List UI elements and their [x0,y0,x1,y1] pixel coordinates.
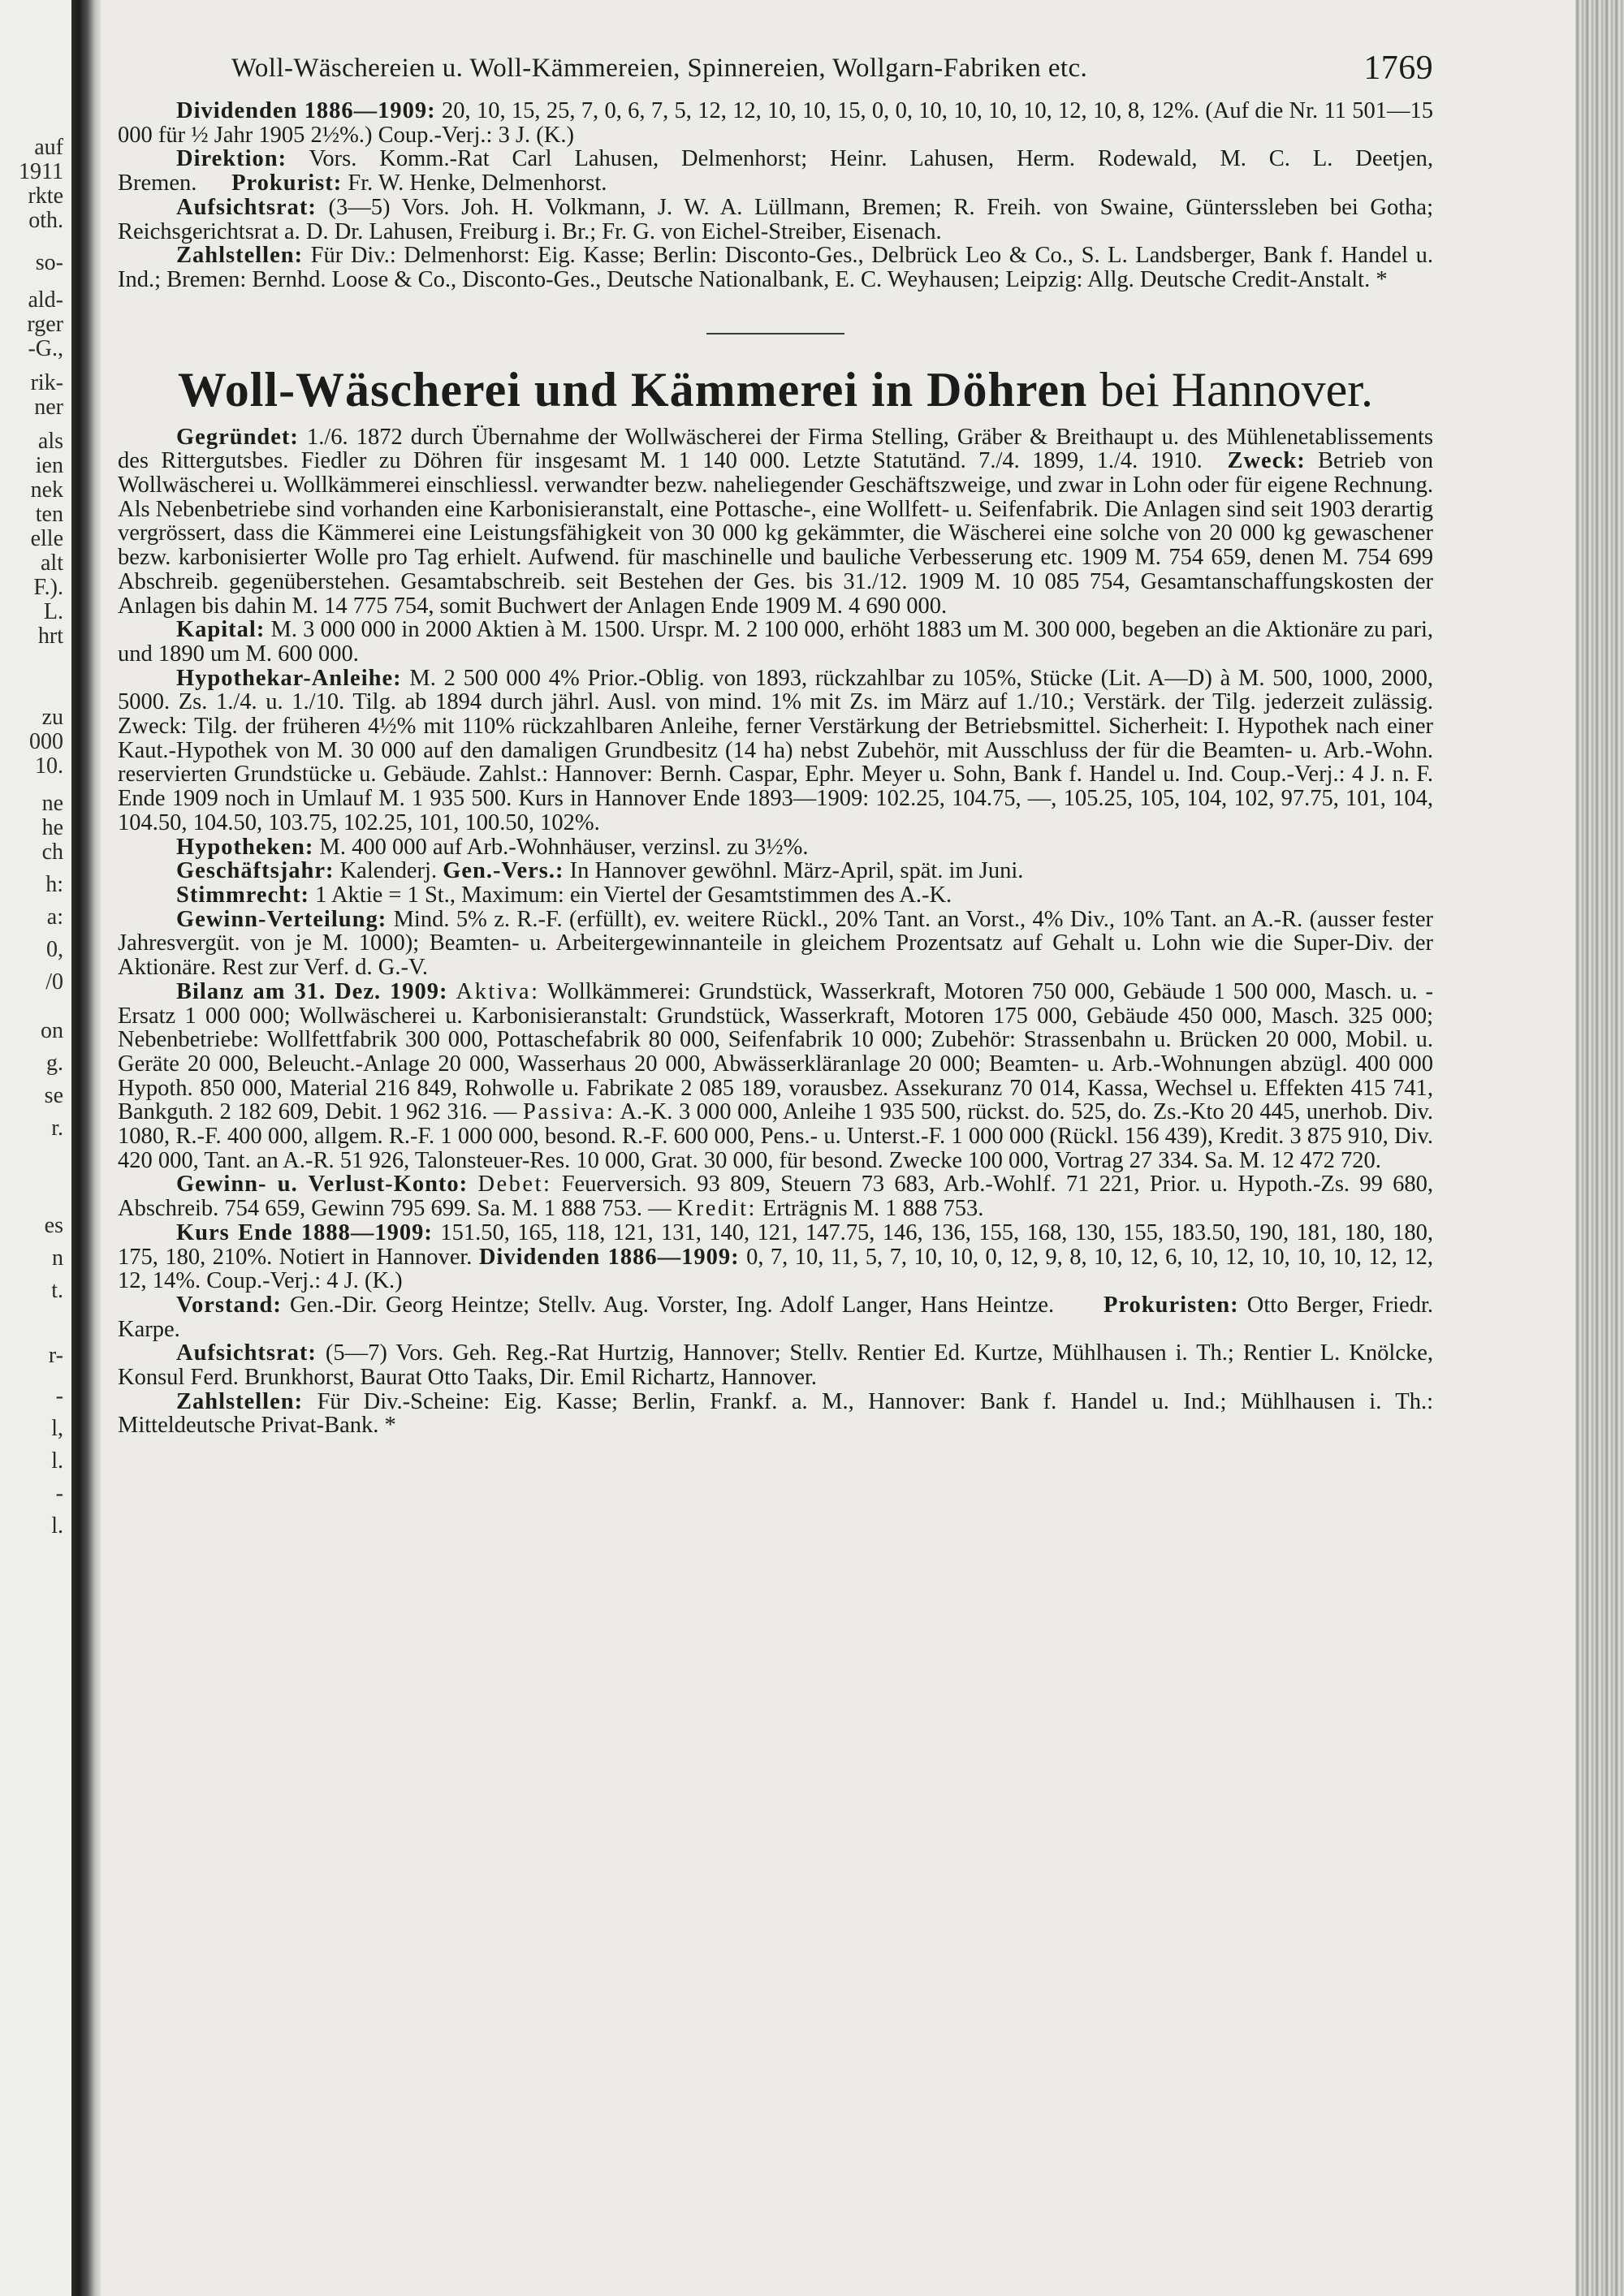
section-text: Mind. 5% z. R.-F. (erfüllt), ev. weitere Rückl., 20% Tant. an Vorst., 4% Div., 10% Tant. an A.-R. (ausser fester Jahresvergüt. von je M. 1000); Beamten- u. Arbeitergewinnanteile in gleichem Prozentsatz auf Gehalt u. Lohn wie die Super-Div. der Aktionäre. Rest zur Verf. d. G.-V. [118,906,1433,981]
guv-section [118,1172,1433,1220]
geschaeftsjahr-section [118,859,1433,883]
prev-aufsichtsrat [118,196,1433,244]
page-number: 1769 [1363,50,1433,87]
section-label: Prokurist: [231,170,343,196]
section-label: Bilanz am 31. Dez. 1909: [176,978,448,1004]
section-label: Dividenden 1886—1909: [176,98,436,123]
section-text: Otto Berger, Friedr. Karpe. [118,1292,1433,1342]
adjacent-text-fragment: l. [51,1513,63,1539]
bilanz-section [118,980,1433,1173]
adjacent-text-fragment: ch [41,839,63,865]
adjacent-text-fragment: 1911 [19,159,63,184]
adjacent-text-fragment: /0 [45,969,63,995]
hypotheken-section [118,835,1433,860]
adjacent-text-fragment: ien [35,453,63,478]
adjacent-text-fragment: r- [48,1343,63,1368]
adjacent-text-fragment: auf [34,135,63,160]
section-text: Fr. W. Henke, Delmenhorst. [342,170,607,196]
section-text: M. 2 500 000 4% Prior.-Oblig. von 1893, rückzahlbar zu 105%, Stücke (Lit. A—D) à M. 500, 1000, 2000, 5000. Zs. 1./4. u. 1./10. Tilg. ab 1894 durch jährl. Ausl. von mind. 1% mit Zs. im März auf 1./10.; Verstärk. der Tilg. jederzeit zulässig. Zweck: Tilg. der früheren 4½% mit 110% rückzahlbaren Anleihe, ferner Verstärkung der Betriebsmittel. Sicherheit: I. Hypothek nach einer Kaut.-Hypothek von M. 30 000 auf den damaligen Grundbesitz (14 ha) nebst Zubehör, mit Ausschluss der für die Beamten- u. Arb.-Wohn. reservierten Grundstücke u. Gebäude. Zahlst.: Hannover: Bernh. Caspar, Ephr. Meyer u. Sohn, Bank f. Handel u. Ind. Coup.-Verj.: 4 J. n. F. Ende 1909 noch in Umlauf M. 1 935 500. Kurs in Hannover Ende 1893—1909: 102.25, 104.75, —, 105.25, 105, 104, 102, 97.75, 101, 104, 104.50, 104.50, 103.75, 102.25, 101, 100.50, 102%. [118,665,1433,835]
section-label: Geschäftsjahr: [176,858,335,884]
section-text: In Hannover gewöhnl. März-April, spät. im Juni. [564,858,1024,884]
adjacent-text-fragment: l, [51,1416,63,1441]
section-text: M. 400 000 auf Arb.-Wohnhäuser, verzinsl. zu 3½%. [313,834,809,860]
section-label: Aufsichtsrat: [176,194,317,220]
entry-divider [706,333,844,334]
running-head [118,49,1433,99]
section-text: 151.50, 165, 118, 121, 131, 140, 121, 147.75, 146, 136, 155, 168, 130, 155, 183.50, 190, 181, 180, 180, 175, 180, 210%. Notiert in Hannover. [118,1219,1433,1270]
page [118,49,1433,2257]
adjacent-text-fragment: F.). [33,575,63,600]
section-text: Wollkämmerei: Grundstück, Wasserkraft, Motoren 750 000, Gebäude 1 500 000, Masch. u. -Ersatz 1 000 000; Wollwäscherei u. Karbonisieranstalt: Grundstück, Wasserkraft, Motoren 175 000, Gebäude 450 000, Masch. 325 000; Nebenbetriebe: Wollfettfabrik 300 000, Pottaschefabrik 80 000, Seifenfabrik 10 000; Zubehör: Strassenbahn u. Brücken 20 000, Mobil. u. Geräte 20 000, Beleucht.-Anlage 20 000, Wasserhaus 20 000, Abwässerkläranlage 20 000; Beamten- u. Arb.-Wohnungen abzügl. 400 000 Hypoth. 850 000, Material 216 849, Rohwolle u. Fabrikate 2 085 189, vorausbez. Assekuranz 70 014, Kassa, Wechsel u. Effekten 415 741, Bankguth. 2 182 609, Debit. 1 962 316. — [118,978,1434,1125]
kurs-section [118,1221,1433,1293]
section-text: 20, 10, 15, 25, 7, 0, 6, 7, 5, 12, 12, 10, 10, 15, 0, 0, 10, 10, 10, 10, 12, 10, 8, 12%. (Auf die Nr. 11 501—15 000 für ½ Jahr 1905 2½%.) Coup.-Verj.: 3 J. (K.) [118,98,1433,148]
adjacent-text-fragment: L. [43,599,63,624]
adjacent-text-fragment: so- [35,250,63,275]
section-text: Erträgnis M. 1 888 753. [756,1196,984,1222]
adjacent-text-fragment: g. [46,1051,63,1076]
adjacent-text-fragment: rik- [30,370,63,395]
section-label: Vorstand: [176,1292,282,1318]
section-label: Kapital: [176,617,266,643]
prev-direktion [118,147,1433,195]
gewinnverteilung-section [118,908,1433,980]
subsection-label: Debet: [477,1172,552,1198]
section-text: M. 3 000 000 in 2000 Aktien à M. 1500. Urspr. M. 2 100 000, erhöht 1883 um M. 300 000, begeben an die Aktionäre zu pari, und 1890 um M. 600 000. [118,617,1433,667]
section-label: Gewinn- u. Verlust-Konto: [176,1172,469,1198]
adjacent-text-fragment: ten [35,502,63,527]
company-title [118,359,1433,421]
adjacent-text-fragment: - [55,1481,63,1506]
adjacent-text-fragment: a: [46,904,63,930]
section-label: Hypothekar-Anleihe: [176,665,402,691]
adjacent-text-fragment: h: [45,872,63,897]
adjacent-text-fragment: zu [41,705,63,730]
running-head-title: Woll-Wäschereien u. Woll-Kämmereien, Spinnereien, Wollgarn-Fabriken etc. [231,54,1088,83]
adjacent-text-fragment: oth. [28,208,63,233]
adjacent-text-fragment: 0, [46,937,63,962]
adjacent-text-fragment: alt [41,550,63,576]
section-label: Gewinn-Verteilung: [176,906,387,932]
zahlstellen-section [118,1390,1433,1438]
adjacent-text-fragment: se [44,1083,63,1108]
section-label: Gen.-Vers.: [443,858,564,884]
hypothekar-section [118,667,1433,835]
section-label: Direktion: [176,146,287,172]
kapital-section [118,618,1433,666]
adjacent-text-fragment: rkte [28,183,63,209]
section-text: Für Div.-Scheine: Eig. Kasse; Berlin, Frankf. a. M., Hannover: Bank f. Handel u. Ind.; Mühlhausen i. Th.: Mitteldeutsche Privat-Bank. * [118,1388,1433,1439]
adjacent-page-fragment [0,0,71,2296]
prev-zahlstellen [118,244,1433,291]
adjacent-text-fragment: ne [41,791,63,816]
adjacent-text-fragment: nek [30,477,63,503]
previous-entry [118,99,1433,292]
subsection-label: Aktiva: [456,978,540,1004]
section-text: A.-K. 3 000 000, Anleihe 1 935 500, rückst. do. 525, do. Zs.-Kto 20 445, unerhob. Div. 1080, R.-F. 400 000, allgem. R.-F. 1 000 000, besond. R.-F. 600 000, Pens.- u. Unterst.-F. 1 000 000 (Rückl. 156 439), Kredit. 3 875 910, Div. 420 000, Tant. an A.-R. 51 926, Talonsteuer-Res. 10 000, Grat. 30 000, für besond. Zwecke 100 000, Vortrag 27 334. Sa. M. 12 472 720. [118,1099,1433,1173]
subsection-label: Passiva: [523,1099,615,1125]
adjacent-text-fragment: 000 [29,729,63,754]
company-entry [118,425,1433,1439]
page-edges [1575,0,1624,2296]
stimmrecht-section [118,883,1433,908]
adjacent-text-fragment: hrt [37,624,63,649]
adjacent-text-fragment: - [55,1383,63,1409]
section-text: Vors. Komm.-Rat Carl Lahusen, Delmenhorst; Heinr. Lahusen, Herm. Rodewald, M. C. L. Deetjen, Bremen. [118,146,1433,196]
subsection-label: Kredit: [676,1196,757,1222]
adjacent-text-fragment: t. [51,1278,63,1303]
section-text: Für Div.: Delmenhorst: Eig. Kasse; Berlin: Disconto-Ges., Delbrück Leo & Co., S. L. Landsberger, Bank f. Handel u. Ind.; Bremen: Bernhd. Loose & Co., Disconto-Ges., Deutsche Nationalbank, E. C. Weyhausen; Leipzig: Allg. Deutsche Credit-Anstalt. * [118,243,1433,292]
adjacent-text-fragment: 10. [35,753,63,779]
adjacent-text-fragment: n [52,1245,63,1271]
section-text: Betrieb von Wollwäscherei u. Wollkämmerei einschliessl. verwandter bezw. naheliegender Geschäftszweige, und zwar in Lohn oder für eigene Rechnung. Als Nebenbetriebe sind vorhanden eine Karbonisieranstalt, eine Pottasche-, eine Wollfett- u. Seifenfabrik. Die Anlagen sind seit 1903 derartig vergrössert, dass die Kämmerei eine Leistungsfähigkeit von 30 000 kg gekämmter, die Wäscherei eine solche von 20 000 kg gewaschener bezw. karbonisierter Wolle pro Tag erhielt. Aufwend. für maschinelle und bauliche Verbesserung etc. 1909 M. 754 659, denen M. 754 699 Abschreib. gegenüberstehen. Gesamtabschreib. seit Bestehen der Ges. bis 31./12. 1909 M. 10 085 754, Gesamtanschaffungskosten der Anlagen bis dahin M. 14 775 754, somit Buchwert der Anlagen Ende 1909 M. 4 690 000. [118,448,1434,619]
section-text: Gen.-Dir. Georg Heintze; Stellv. Aug. Vorster, Ing. Adolf Langer, Hans Heintze. [281,1292,1055,1318]
section-text: (5—7) Vors. Geh. Reg.-Rat Hurtzig, Hannover; Stellv. Rentier Ed. Kurtze, Mühlhausen i. Th.; Rentier L. Knölcke, Konsul Ferd. Brunkhorst, Baurat Otto Taaks, Dir. Emil Richartz, Hannover. [118,1340,1433,1391]
aufsichtsrat-section [118,1341,1433,1389]
adjacent-text-fragment: als [37,429,63,454]
section-text: Feuerversich. 93 809, Steuern 73 683, Arb.-Wohlf. 71 221, Prior. u. Hypoth.-Zs. 99 680, Abschreib. 754 659, Gewinn 795 699. Sa. M. 1 888 753. — [118,1172,1434,1222]
section-label: Zahlstellen: [176,243,304,269]
section-label: Zahlstellen: [176,1388,304,1414]
adjacent-text-fragment: -G., [28,336,63,361]
book-spine [71,0,101,2296]
gegruendet-section [118,425,1433,619]
section-label: Gegründet: [176,424,299,450]
section-text: Kalenderj. [334,858,443,884]
section-label: Dividenden 1886—1909: [478,1244,740,1270]
section-text: (3—5) Vors. Joh. H. Volkmann, J. W. A. Lüllmann, Bremen; R. Freih. von Swaine, Günterssleben bei Gotha; Reichsgerichtsrat a. D. Dr. Lahusen, Freiburg i. Br.; Fr. G. von Eichel-Streiber, Eisenach. [118,194,1433,244]
adjacent-text-fragment: he [41,815,63,840]
adjacent-text-fragment: ald- [28,287,63,313]
vorstand-section [118,1293,1433,1341]
section-text: 1./6. 1872 durch Übernahme der Wollwäscherei der Firma Stelling, Gräber & Breithaupt u. des Mühlenetablissements des Rittergutsbes. Fiedler zu Döhren für insgesamt M. 1 140 000. Letzte Statutänd. 7./4. 1899, 1./4. 1910. [118,424,1433,474]
company-name: Woll-Wäscherei und Kämmerei in Döhren [178,362,1088,416]
section-label: Hypotheken: [176,834,314,860]
adjacent-text-fragment: elle [30,526,63,551]
adjacent-text-fragment: es [44,1213,63,1238]
adjacent-text-fragment: rger [27,312,63,337]
prev-dividenden [118,99,1433,147]
section-label: Prokuristen: [1104,1292,1239,1318]
section-label: Zweck: [1227,448,1306,474]
section-text: 1 Aktie = 1 St., Maximum: ein Viertel der Gesamtstimmen des A.-K. [309,882,952,908]
adjacent-text-fragment: l. [51,1448,63,1474]
adjacent-text-fragment: r. [51,1116,63,1141]
company-location: bei Hannover. [1087,362,1373,416]
section-label: Aufsichtsrat: [176,1340,317,1366]
adjacent-text-fragment: ner [34,395,63,420]
section-label: Stimmrecht: [176,882,310,908]
section-label: Kurs Ende 1888—1909: [176,1219,433,1245]
section-text: 0, 7, 10, 11, 5, 7, 10, 10, 0, 12, 9, 8, 10, 12, 6, 10, 12, 10, 10, 10, 12, 12, 12, 14%. Coup.-Verj.: 4 J. (K.) [118,1244,1433,1294]
adjacent-text-fragment: on [41,1018,63,1043]
